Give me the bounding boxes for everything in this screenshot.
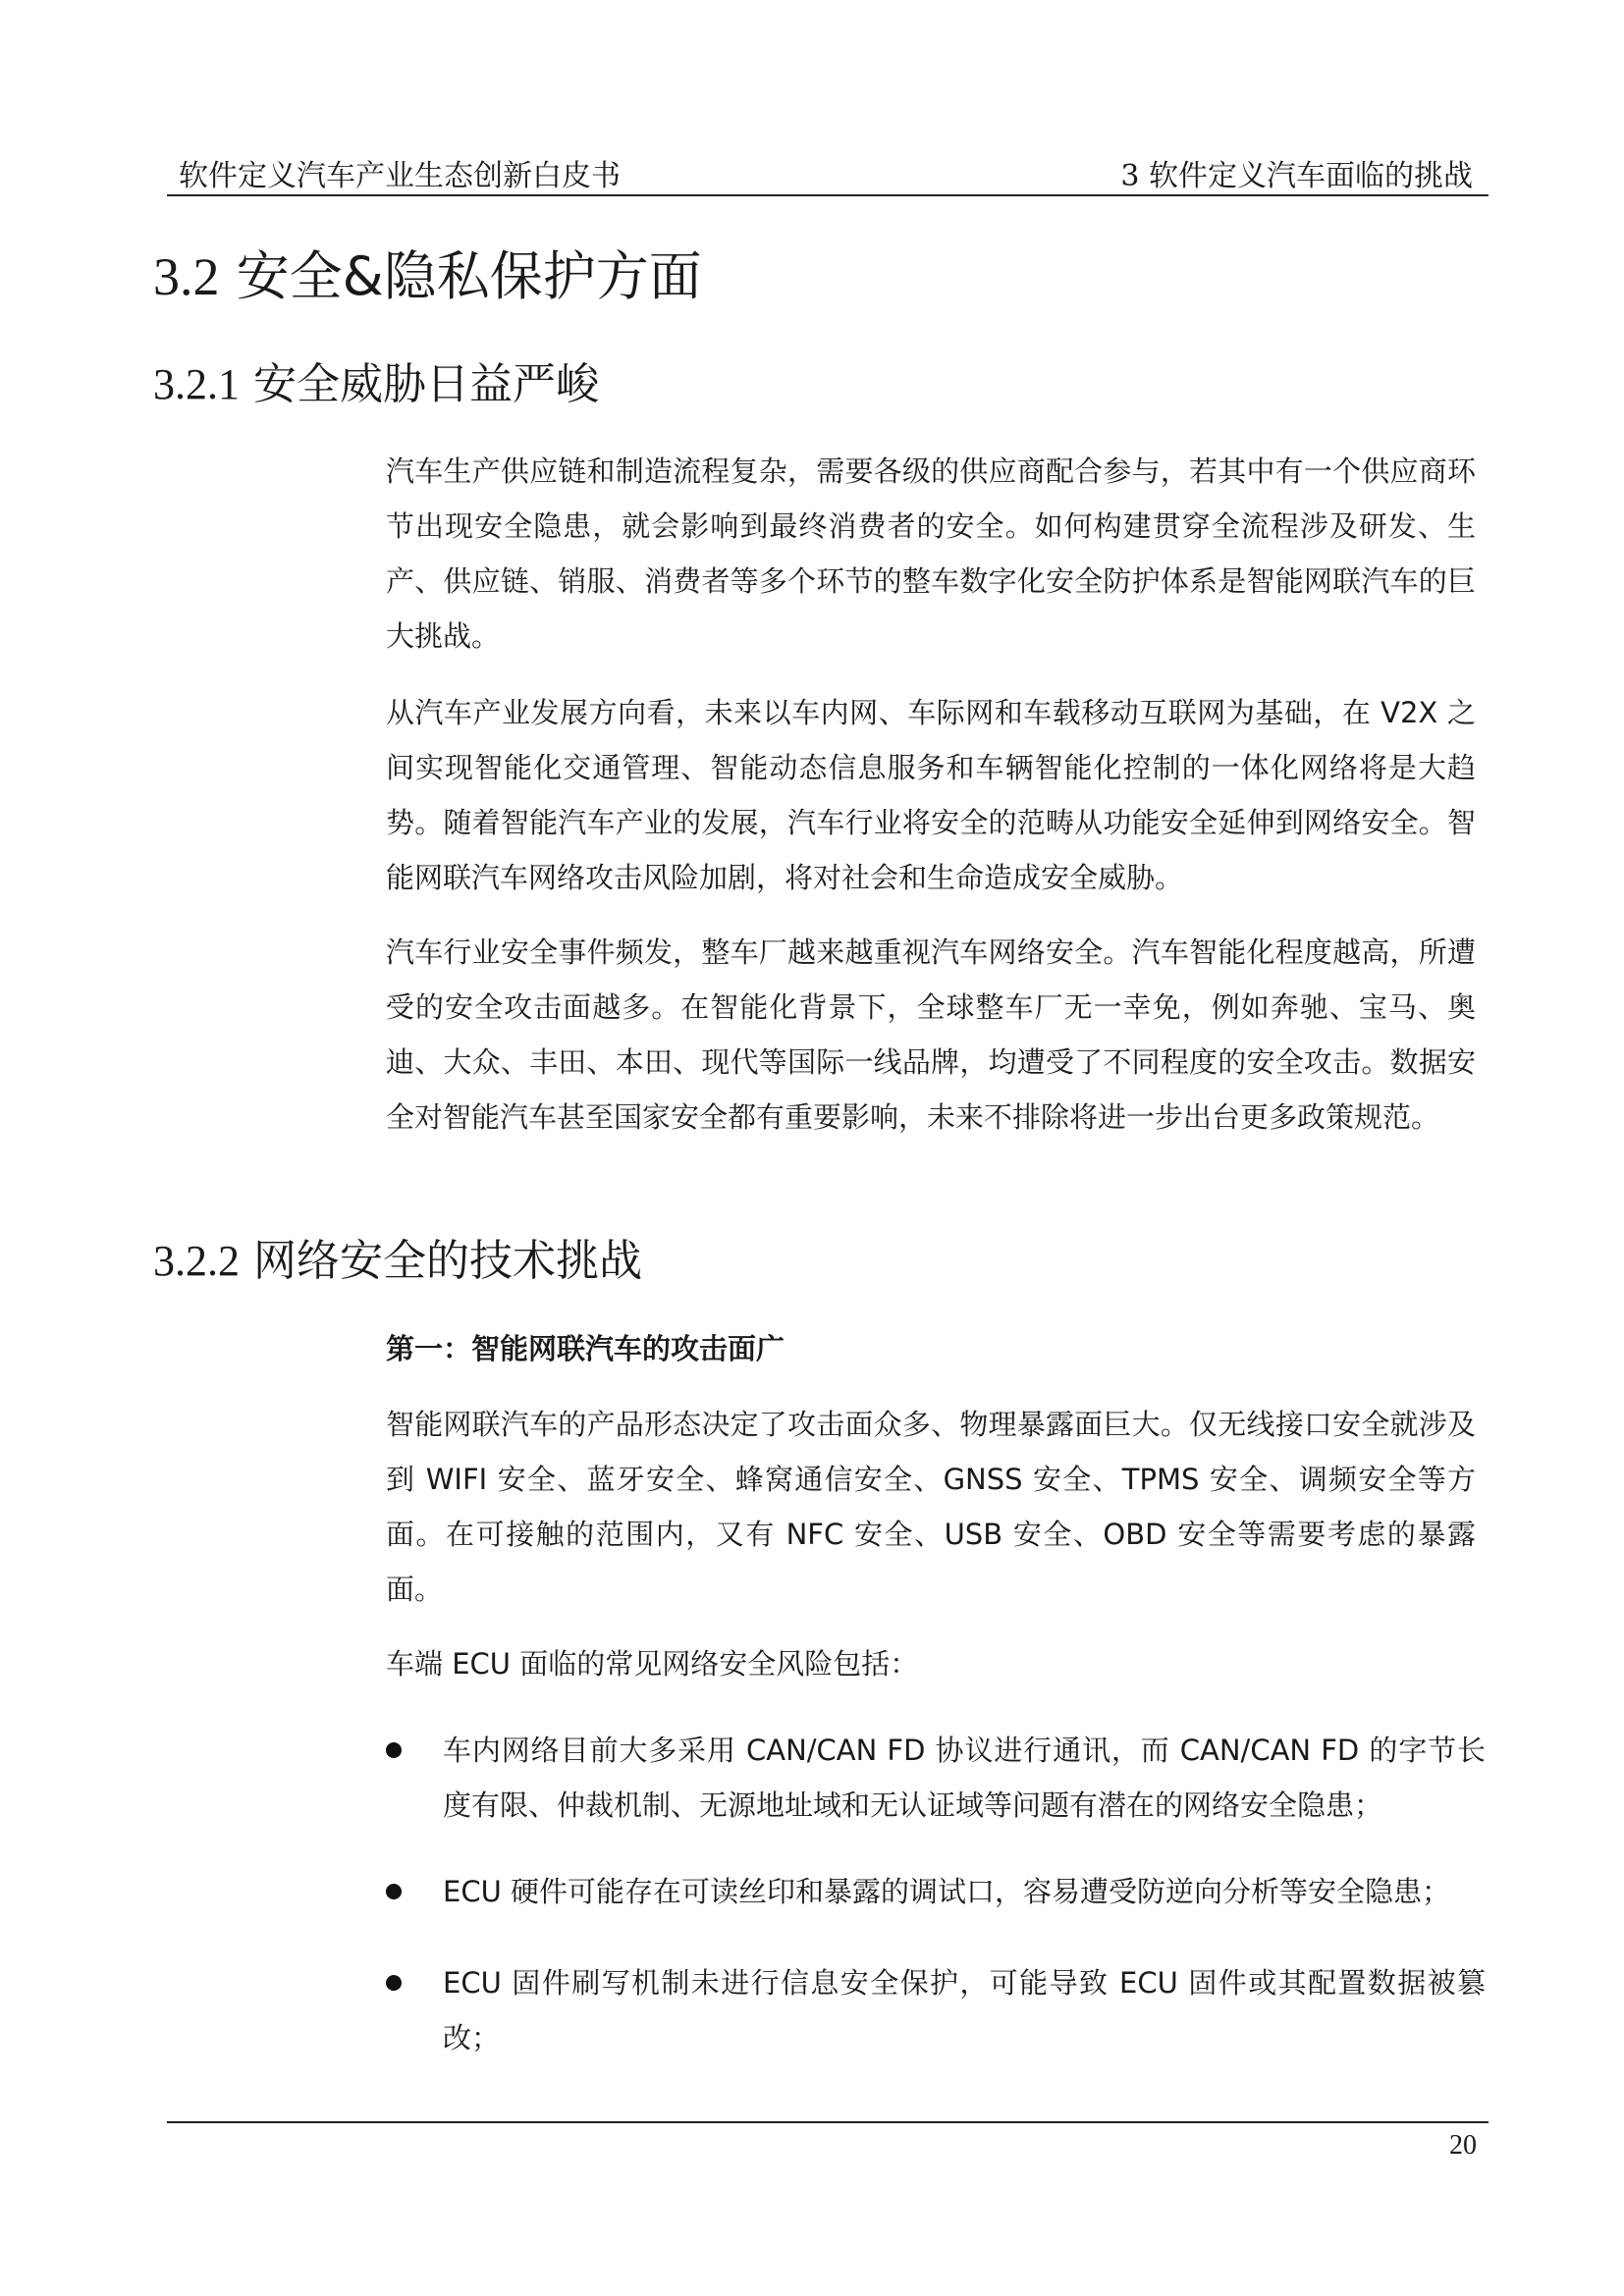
paragraph-security-incidents: 汽车行业安全事件频发，整车厂越来越重视汽车网络安全。汽车智能化程度越高，所遭受的安全攻击面越多。在智能化背景下，全球整车厂无一幸免，例如奔驰、宝马、奥迪、大众、丰田、本田、现代等国际一线品牌，均遭受了不同程度的安全攻击。数据安全对智能汽车甚至国家安全都有重要影响，未来不排除将进一步出台更多政策规范。: [386, 935, 1476, 1134]
paragraph-supply-chain: 汽车生产供应链和制造流程复杂，需要各级的供应商配合参与，若其中有一个供应商环节出现安全隐患，就会影响到最终消费者的安全。如何构建贯穿全流程涉及研发、生产、供应链、销服、消费者等多个环节的整车数字化安全防护体系是智能网联汽车的巨大挑战。: [386, 454, 1476, 653]
subsection-heading-2: [153, 1232, 642, 1291]
list-item: [386, 1955, 1486, 2065]
paragraph-industry-direction: 从汽车产业发展方向看，未来以车内网、车际网和车载移动互联网为基础，在 V2X 之间实现智能化交通管理、智能动态信息服务和车辆智能化控制的一体化网络将是大趋势。随着智能汽车产业的发展，汽车行业将安全的范畴从功能安全延伸到网络安全。智能网联汽车网络攻击风险加剧，将对社会和生命造成安全威胁。: [386, 696, 1476, 894]
subsection-number-2: 3.2.2: [153, 1237, 240, 1285]
bold-subheading: 第一：智能网联汽车的攻击面广: [386, 1332, 785, 1365]
section-heading: [153, 243, 702, 310]
section-title: 安全&隐私保护方面: [236, 245, 702, 307]
page-number: 20: [1449, 2130, 1477, 2161]
footer-rule: [167, 2121, 1489, 2123]
paragraph-attack-surface: 智能网联汽车的产品形态决定了攻击面众多、物理暴露面巨大。仅无线接口安全就涉及到 WIFI 安全、蓝牙安全、蜂窝通信安全、GNSS 安全、TPMS 安全、调频安全等方面。在可接触的范围内，又有 NFC 安全、USB 安全、OBD 安全等需要考虑的暴露面。: [386, 1408, 1476, 1606]
bullet-icon: [386, 1884, 402, 1899]
list-item-text: ECU 固件刷写机制未进行信息安全保护，可能导致 ECU 固件或其配置数据被篡改；: [443, 1966, 1486, 2055]
section-number: 3.2: [153, 247, 220, 306]
subsection-title-2: 网络安全的技术挑战: [253, 1236, 642, 1286]
list-item-text: 车内网络目前大多采用 CAN/CAN FD 协议进行通讯，而 CAN/CAN FD 的字节长度有限、仲裁机制、无源地址域和无认证域等问题有潜在的网络安全隐患；: [443, 1734, 1486, 1822]
list-item: [386, 1864, 1486, 1919]
subsection-heading-1: [153, 355, 599, 414]
bullet-icon: [386, 1975, 402, 1991]
subsection-title-1: 安全威胁日益严峻: [253, 359, 599, 409]
bullet-icon: [386, 1742, 402, 1758]
paragraph-ecu-risks-intro: 车端 ECU 面临的常见网络安全风险包括：: [386, 1647, 919, 1681]
running-header-chapter: 3 软件定义汽车面临的挑战: [1120, 159, 1473, 193]
list-item: [386, 1723, 1486, 1833]
list-item-text: ECU 硬件可能存在可读丝印和暴露的调试口，容易遭受防逆向分析等安全隐患；: [443, 1875, 1451, 1908]
header-rule: [167, 194, 1489, 196]
running-header-title: 软件定义汽车产业生态创新白皮书: [179, 159, 621, 193]
subsection-number-1: 3.2.1: [153, 360, 240, 408]
